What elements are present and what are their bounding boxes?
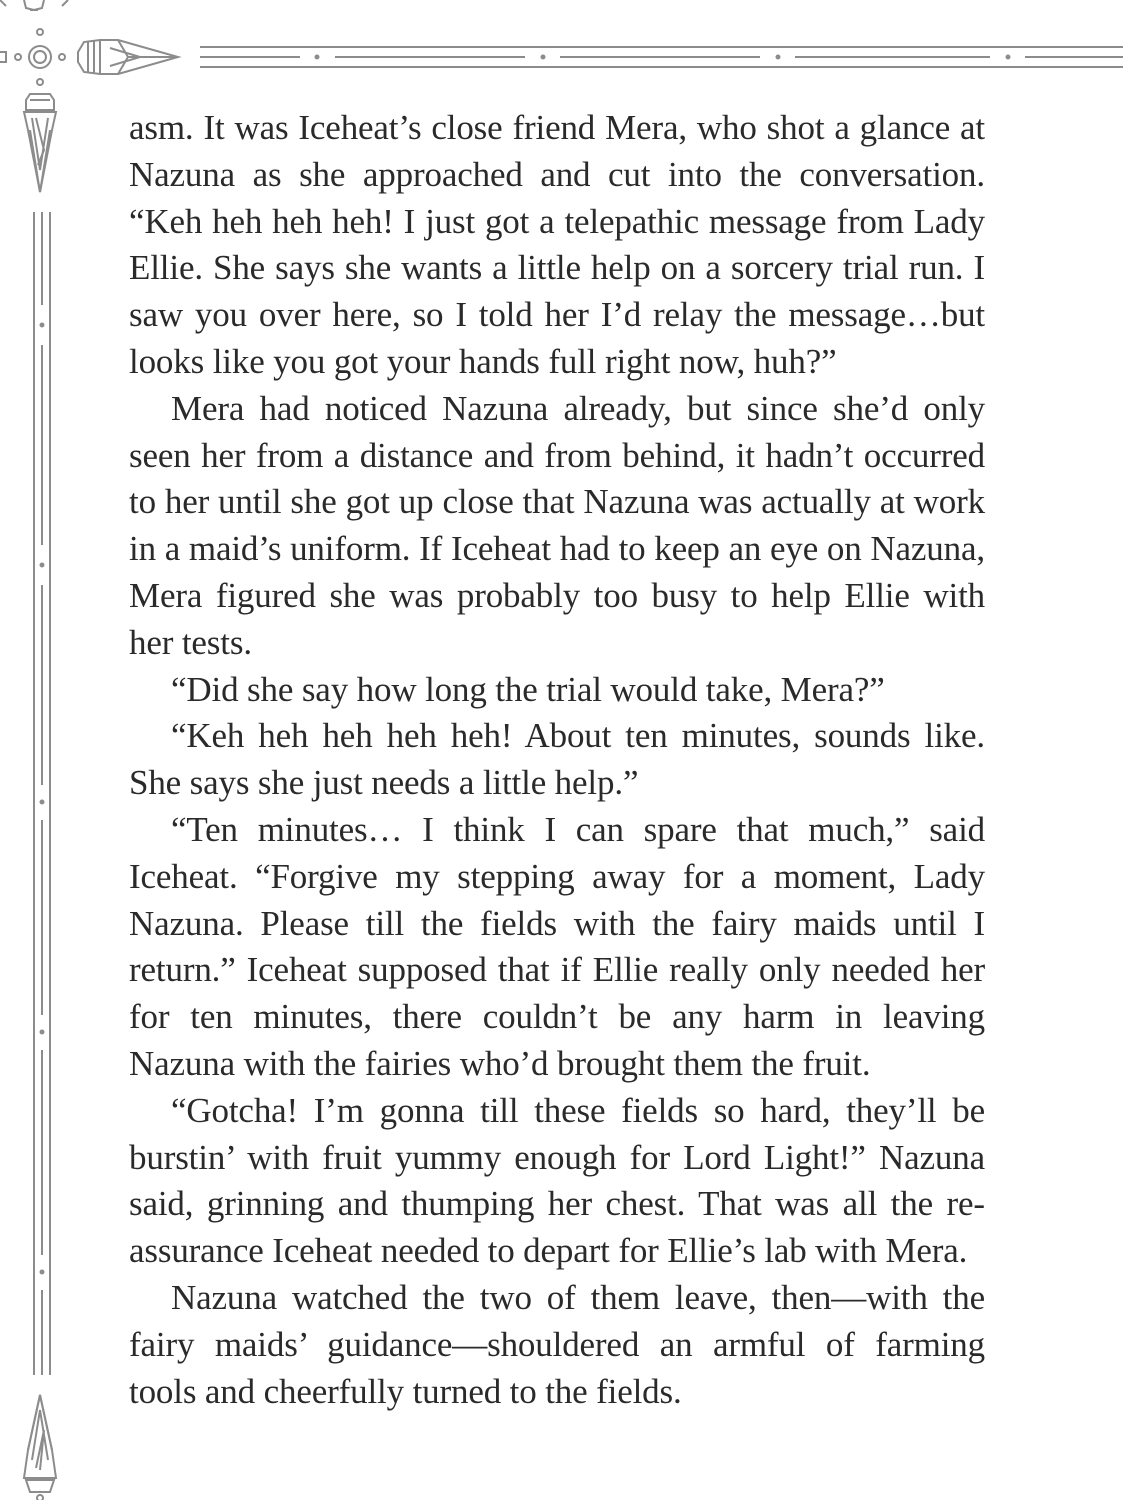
- lower-crystal-icon: [24, 1395, 56, 1500]
- arrow-crystal-icon: [78, 40, 178, 74]
- crystal-pendant-icon: [24, 94, 56, 192]
- paragraph: “Did she say how long the trial would take, Mera?”: [171, 669, 885, 709]
- top-pendant-icon: [0, 0, 68, 10]
- body-text: [129, 105, 985, 1415]
- ring-gem-icon: [0, 46, 65, 85]
- paragraph: “Gotcha! I’m gonna till these fields so hard, they’ll be burstin’ with fruit yummy enough for Lord Light!” Nazuna said, grinning and thumping her chest. That was all the reassurance Iceheat needed to depart for Ellie’s lab with Mera.: [129, 1090, 985, 1271]
- paragraph: “Ten minutes… I think I can spare that much,” said Iceheat. “Forgive my stepping away for a moment, Lady Nazuna. Please till the fields with the fairy maids until I return.” Iceheat supposed that if Ellie really only needed her for ten minutes, there couldn’t be any harm in leaving Nazuna with the fairies who’d brought them the fruit.: [129, 809, 985, 1083]
- paragraph: Nazuna watched the two of them leave, then—with the fairy maids’ guidance—shouldered an armful of farming tools and cheerfully turned to the fields.: [129, 1277, 985, 1411]
- top-rule: [200, 47, 1123, 67]
- paragraph: Mera had noticed Nazuna already, but since she’d only seen her from a distance and from behind, it hadn’t occurred to her until she got up close that Nazuna was actually at work in a maid’s uniform. If Iceheat had to keep an eye on Nazuna, Mera figured she was probably too busy to help Ellie with her tests.: [129, 388, 985, 662]
- left-rule: [34, 212, 50, 1375]
- paragraph: “Keh heh heh heh heh! About ten minutes, sounds like. She says she just needs a little help.”: [129, 716, 985, 803]
- paragraph: asm. It was Iceheat’s close friend Mera, who shot a glance at Nazuna as she approached and cut into the conversation. “Keh heh heh heh! I just got a telepathic message from Lady Ellie. She says she wants a little help on a sorcery trial run. I saw you over here, so I told her I’d relay the message…but looks like you got your hands full right now, huh?”: [129, 108, 985, 381]
